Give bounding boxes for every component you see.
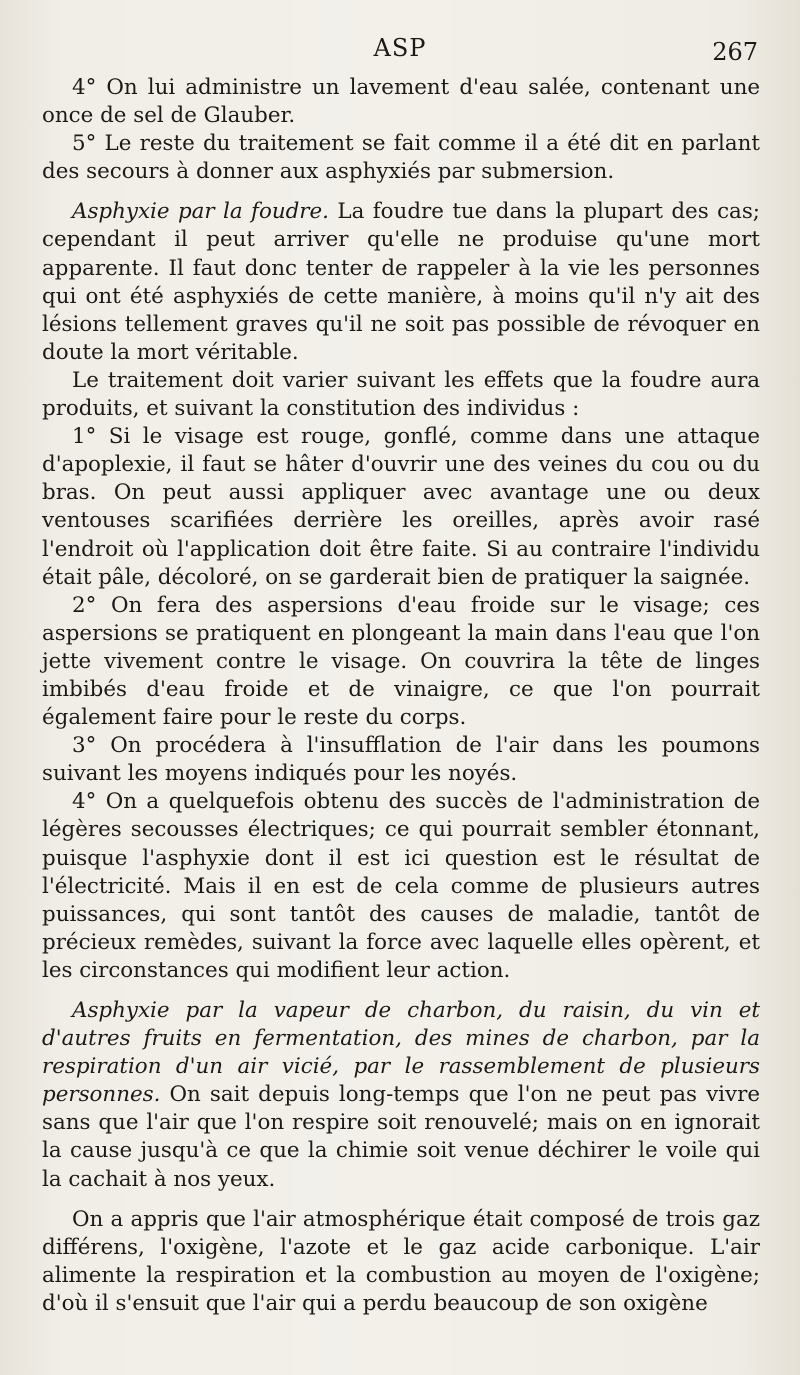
paragraph-1	[42, 74, 760, 130]
paragraph-text: 3° On procédera à l'insufflation de l'air dans les poumons suivant les moyens indiqués pour les noyés.	[42, 733, 760, 787]
running-head	[0, 34, 800, 68]
paragraph-text: 1° Si le visage est rouge, gonflé, comme dans une attaque d'apoplexie, il faut se hâter d'ouvrir une des veines du cou ou du bras. On peut aussi appliquer avec avantage une ou deux ventouses scarifiées derrière les oreilles, après avoir rasé l'endroit où l'application doit être faite. Si au contraire l'individu était pâle, décoloré, on se garderait bien de pratiquer la saignée.	[42, 424, 760, 590]
paragraph-text: La foudre tue dans la plupart des cas; cependant il peut arriver qu'elle ne produise qu'une mort apparente. Il faut donc tenter de rappeler à la vie les personnes qui ont été asphyxiés de cette manière, à moins qu'il n'y ait des lésions tellement graves qu'il ne soit pas possible de révoquer en doute la mort véritable.	[42, 199, 760, 365]
paragraph-text: 4° On lui administre un lavement d'eau salée, contenant une once de sel de Glauber.	[42, 75, 760, 129]
body-text	[42, 74, 760, 1318]
running-title: ASP	[373, 34, 427, 62]
paragraph-8	[42, 788, 760, 985]
paragraph-text: On a appris que l'air atmosphérique était composé de trois gaz différens, l'oxigène, l'azote et le gaz acide carbonique. L'air alimente la respiration et la combustion au moyen de l'oxigène; d'où il s'ensuit que l'air qui a perdu beaucoup de son oxigène	[42, 1206, 760, 1316]
paragraph-10	[42, 1206, 760, 1318]
paragraph-text: 5° Le reste du traitement se fait comme il a été dit en parlant des secours à donner aux asphyxiés par submersion.	[42, 131, 760, 185]
paragraph-2	[42, 130, 760, 186]
paragraph-3	[42, 198, 760, 367]
paragraph-text: 4° On a quelquefois obtenu des succès de l'administration de légères secousses électriques; ce qui pourrait sembler étonnant, puisque l'asphyxie dont il est ici question est le résultat de l'électricité. Mais il en est de cela comme de plusieurs autres puissances, qui sont tantôt des causes de maladie, tantôt de précieux remèdes, suivant la force avec laquelle elles opèrent, et les circonstances qui modifient leur action.	[42, 789, 760, 983]
paragraph-text: Le traitement doit varier suivant les effets que la foudre aura produits, et suivant la constitution des individus :	[42, 367, 760, 422]
paragraph-text: 2° On fera des aspersions d'eau froide sur le visage; ces aspersions se pratiquent en plongeant la main dans l'eau que l'on jette vivement contre le visage. On couvrira la tête de linges imbibés d'eau froide et de vinaigre, ce que l'on pourrait également faire pour le reste du corps.	[42, 592, 760, 731]
paragraph-lead: Asphyxie par la foudre.	[72, 199, 329, 225]
paragraph-text: On sait depuis long-temps que l'on ne peut pas vivre sans que l'air que l'on respire soit renouvelé; mais on en ignorait la cause jusqu'à ce que la chimie soit venue déchirer le voile qui la cachait à nos yeux.	[42, 1082, 760, 1192]
paragraph-lead: Asphyxie par la vapeur de charbon, du raisin, du vin et d'autres fruits en fermentation, des mines de charbon, par la respiration d'un air vicié, par le rassemblement de plusieurs personnes.	[42, 998, 760, 1108]
paragraph-5	[42, 423, 760, 592]
page-number: 267	[712, 38, 758, 66]
paragraph-7	[42, 732, 760, 788]
paragraph-9	[42, 997, 760, 1194]
paragraph-4	[42, 367, 760, 423]
paragraph-6	[42, 592, 760, 732]
